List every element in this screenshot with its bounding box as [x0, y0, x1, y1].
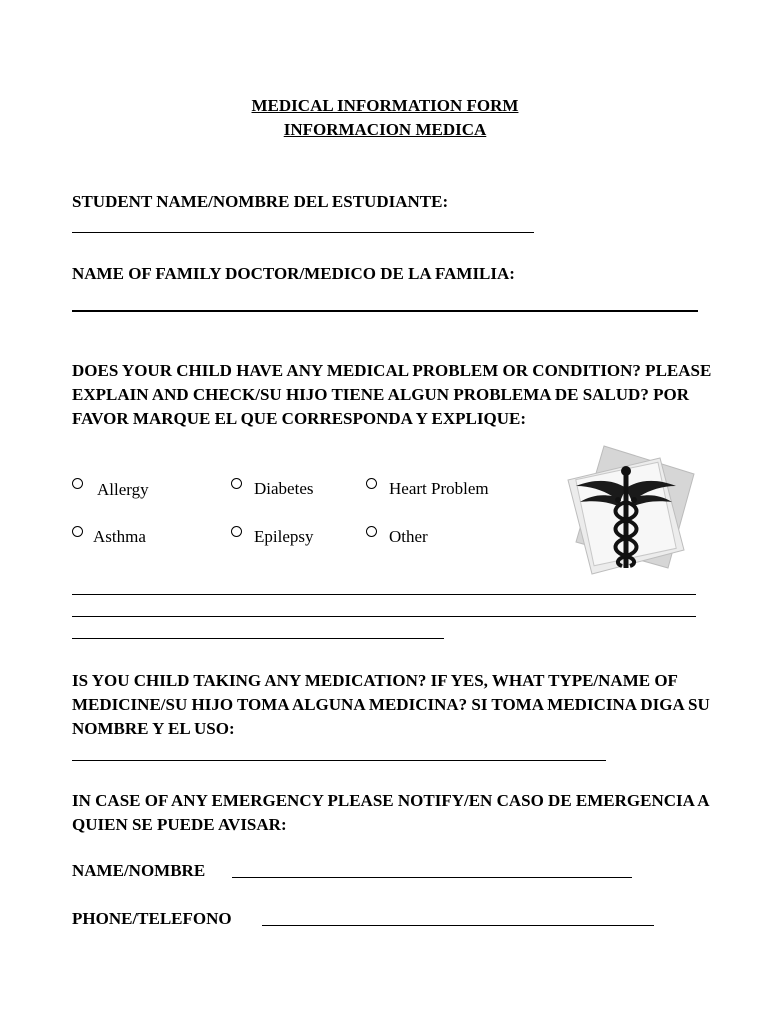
emergency-notice: IN CASE OF ANY EMERGENCY PLEASE NOTIFY/EN CASO DE EMERGENCIA A QUIEN SE PUEDE AVISAR: [72, 791, 709, 834]
asthma-radio[interactable] [72, 526, 83, 537]
emergency-phone-label: PHONE/TELEFONO [72, 909, 232, 928]
diabetes-radio[interactable] [231, 478, 242, 489]
asthma-label: Asthma [93, 527, 146, 546]
family-doctor-label: NAME OF FAMILY DOCTOR/MEDICO DE LA FAMILIA: [72, 264, 515, 283]
other-label: Other [389, 527, 428, 546]
medication-question: IS YOU CHILD TAKING ANY MEDICATION? IF YES, WHAT TYPE/NAME OF MEDICINE/SU HIJO TOMA ALGUNA MEDICINA? SI TOMA MEDICINA DIGA SU NOMBRE Y EL USO: [72, 671, 710, 738]
emergency-name-field[interactable] [232, 877, 632, 878]
allergy-label: Allergy [97, 480, 149, 499]
heart-problem-radio[interactable] [366, 478, 377, 489]
form-title-en: MEDICAL INFORMATION FORM [251, 96, 519, 115]
medication-field[interactable] [72, 760, 606, 761]
other-radio[interactable] [366, 526, 377, 537]
epilepsy-label: Epilepsy [254, 527, 314, 546]
heart-problem-label: Heart Problem [389, 479, 489, 498]
emergency-name-label: NAME/NOMBRE [72, 861, 206, 880]
family-doctor-field[interactable] [72, 310, 698, 312]
explanation-line[interactable] [72, 638, 444, 639]
explanation-line[interactable] [72, 594, 696, 595]
medical-problem-question: DOES YOUR CHILD HAVE ANY MEDICAL PROBLEM OR CONDITION? PLEASE EXPLAIN AND CHECK/SU HIJO TIENE ALGUN PROBLEMA DE SALUD? POR FAVOR MARQUE EL QUE CORRESPONDA Y EXPLIQUE: [72, 361, 712, 428]
explanation-line[interactable] [72, 616, 696, 617]
caduceus-icon [556, 440, 696, 580]
student-name-field[interactable] [72, 232, 534, 233]
diabetes-label: Diabetes [254, 479, 314, 498]
emergency-phone-field[interactable] [262, 925, 654, 926]
allergy-radio[interactable] [72, 478, 83, 489]
form-title-es: INFORMACION MEDICA [283, 120, 487, 139]
epilepsy-radio[interactable] [231, 526, 242, 537]
student-name-label: STUDENT NAME/NOMBRE DEL ESTUDIANTE: [72, 192, 449, 211]
